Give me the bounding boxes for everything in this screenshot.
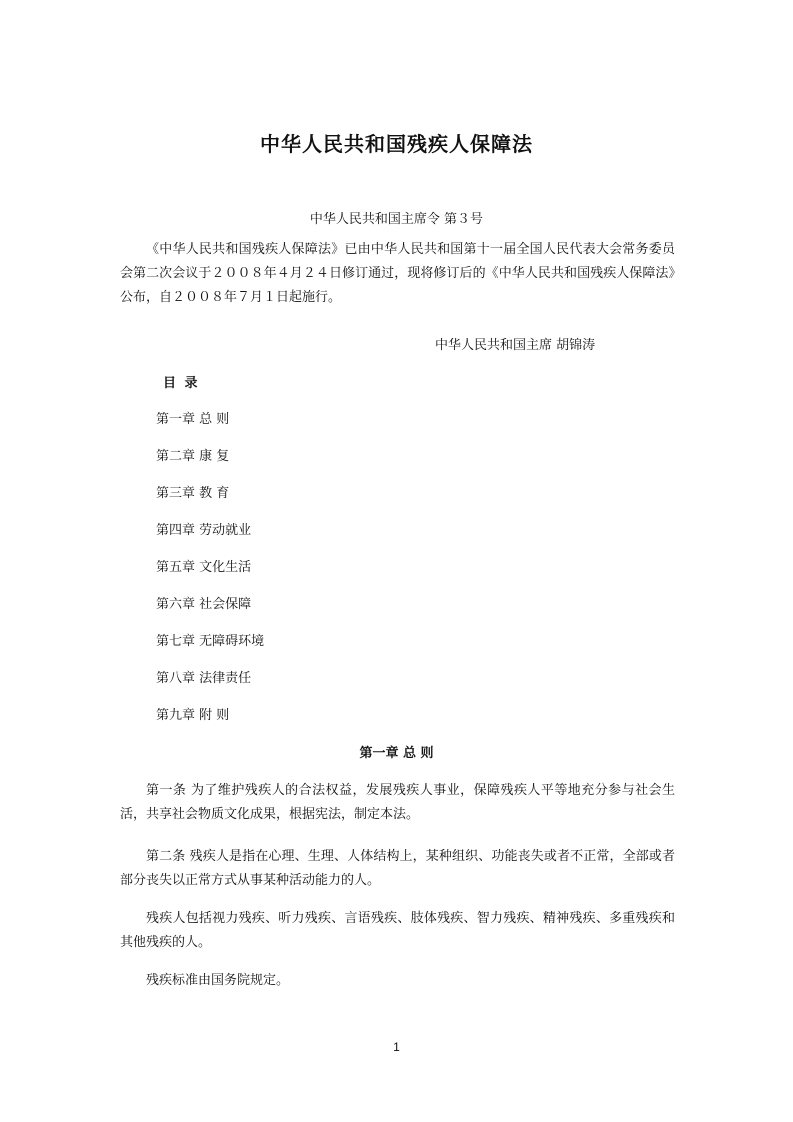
- toc-item: 第五章 文化生活: [156, 560, 252, 575]
- toc-item: 第九章 附 则: [156, 708, 230, 723]
- article-paragraph: 残疾标准由国务院规定。: [146, 973, 290, 988]
- toc-item: 第三章 教 育: [156, 486, 230, 501]
- toc-item: 第二章 康 复: [156, 449, 230, 464]
- chapter-heading: 第一章 总 则: [359, 746, 434, 761]
- table-of-contents: [156, 408, 264, 741]
- toc-item: 第八章 法律责任: [156, 671, 252, 686]
- toc-item: 第四章 劳动就业: [156, 523, 252, 538]
- article-paragraph: 第二条 残疾人是指在心理、生理、人体结构上，某种组织、功能丧失或者不正常，全部或者部分丧失以正常方式从事某种活动能力的人。: [120, 849, 675, 888]
- presidential-order-line: 中华人民共和国主席令 第３号: [309, 212, 484, 227]
- document-title: 中华人民共和国残疾人保障法: [260, 132, 533, 156]
- toc-item: 第六章 社会保障: [156, 597, 252, 612]
- article-paragraph: 第一条 为了维护残疾人的合法权益，发展残疾人事业，保障残疾人平等地充分参与社会生活，共享社会物质文化成果，根据宪法，制定本法。: [120, 783, 675, 822]
- signature-line: 中华人民共和国主席 胡锦涛: [435, 338, 596, 353]
- toc-item: 第一章 总 则: [156, 412, 230, 427]
- promulgation-paragraph: 《中华人民共和国残疾人保障法》已由中华人民共和国第十一届全国人民代表大会常务委员会第二次会议于２００８年４月２４日修订通过，现将修订后的《中华人民共和国残疾人保障法》公布，自２００８年７月１日起施行。: [120, 242, 675, 305]
- toc-heading: 目 录: [163, 376, 200, 391]
- toc-item: 第七章 无障碍环境: [156, 634, 265, 649]
- article-paragraph: 残疾人包括视力残疾、听力残疾、言语残疾、肢体残疾、智力残疾、精神残疾、多重残疾和其他残疾的人。: [120, 911, 675, 950]
- page-number: 1: [393, 1040, 400, 1054]
